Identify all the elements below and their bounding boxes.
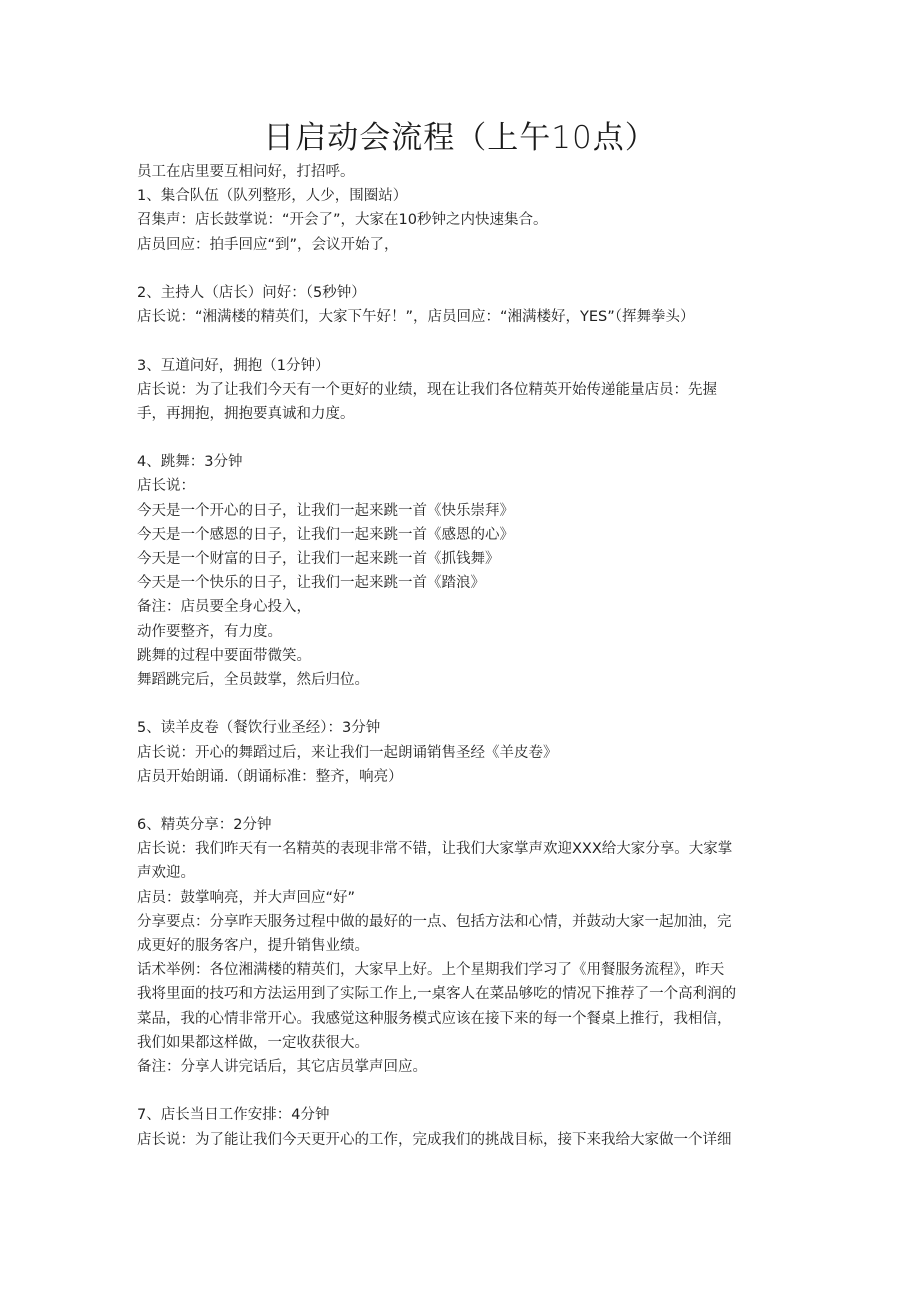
- body-line: 手，再拥抱，拥抱要真诚和力度。: [137, 405, 355, 422]
- body-line: 员工在店里要互相问好，打招呼。: [137, 164, 355, 180]
- body-line: 1、集合队伍（队列整形，人少，围圈站）: [137, 188, 408, 205]
- body-line: 动作要整齐，有力度。: [137, 623, 282, 640]
- body-line: 7、店长当日工作安排：4分钟: [137, 1107, 330, 1124]
- body-line: 成更好的服务客户，提升销售业绩。: [137, 938, 369, 954]
- body-line: 今天是一个感恩的日子，让我们一起来跳一首《感恩的心》: [137, 526, 514, 543]
- body-line: 舞蹈跳完后，全员鼓掌，然后归位。: [137, 671, 369, 688]
- blank-line: [137, 692, 787, 716]
- body-line: 店员：鼓掌响亮，并大声回应“好”: [137, 889, 356, 906]
- body-line: 4、跳舞：3分钟: [137, 454, 243, 471]
- body-line: 分享要点：分享昨天服务过程中做的最好的一点、包括方法和心情，并鼓动大家一起加油，完: [137, 913, 732, 930]
- body-line: 备注：店员要全身心投入，: [137, 599, 311, 616]
- document-body: [137, 160, 787, 1152]
- body-line: 6、精英分享：2分钟: [137, 817, 272, 834]
- body-line: 声欢迎。: [137, 865, 195, 882]
- body-line: 备注：分享人讲完话后，其它店员掌声回应。: [137, 1058, 427, 1075]
- body-line: 今天是一个开心的日子，让我们一起来跳一首《快乐崇拜》: [137, 502, 514, 519]
- body-line: 店长说：: [137, 478, 195, 495]
- body-line: 店员回应：拍手回应“到”，会议开始了，: [137, 236, 399, 253]
- body-line: 店员开始朗诵.（朗诵标准：整齐，响亮）: [137, 768, 403, 785]
- blank-line: [137, 789, 787, 813]
- blank-line: [137, 1079, 787, 1103]
- body-line: 菜品，我的心情非常开心。我感觉这种服务模式应该在接下来的每一个餐桌上推行，我相信，: [137, 1010, 732, 1027]
- body-line: 2、主持人（店长）问好：（5秒钟）: [137, 284, 366, 301]
- body-line: 店长说：开心的舞蹈过后，来让我们一起朗诵销售圣经《羊皮卷》: [137, 744, 558, 761]
- body-line: 跳舞的过程中要面带微笑。: [137, 647, 311, 664]
- body-line: 店长说：为了能让我们今天更开心的工作，完成我们的挑战目标，接下来我给大家做一个详细: [137, 1131, 732, 1148]
- body-line: 我将里面的技巧和方法运用到了实际工作上,一桌客人在菜品够吃的情况下推荐了一个高利润的: [137, 986, 737, 1003]
- body-line: 店长说：我们昨天有一名精英的表现非常不错，让我们大家掌声欢迎XXX给大家分享。大家掌: [137, 841, 733, 858]
- body-line: 3、互道问好，拥抱（1分钟）: [137, 357, 330, 374]
- blank-line: [137, 329, 787, 353]
- blank-line: [137, 257, 787, 281]
- body-line: 今天是一个财富的日子，让我们一起来跳一首《抓钱舞》: [137, 551, 500, 567]
- body-line: 今天是一个快乐的日子，让我们一起来跳一首《踏浪》: [137, 575, 485, 592]
- blank-line: [137, 426, 787, 450]
- document-title: 日启动会流程（上午10点）: [263, 120, 657, 156]
- body-line: 5、读羊皮卷（餐饮行业圣经）：3分钟: [137, 720, 381, 737]
- body-line: 我们如果都这样做，一定收获很大。: [137, 1034, 369, 1051]
- body-line: 店长说：“湘满楼的精英们，大家下午好！”，店员回应：“湘满楼好，YES”（挥舞拳头）: [137, 309, 695, 326]
- body-line: 话术举例：各位湘满楼的精英们，大家早上好。上个星期我们学习了《用餐服务流程》，昨天: [137, 962, 725, 979]
- body-line: 召集声：店长鼓掌说：“开会了”，大家在10秒钟之内快速集合。: [137, 212, 548, 229]
- body-line: 店长说：为了让我们今天有一个更好的业绩，现在让我们各位精英开始传递能量店员：先握: [137, 381, 717, 398]
